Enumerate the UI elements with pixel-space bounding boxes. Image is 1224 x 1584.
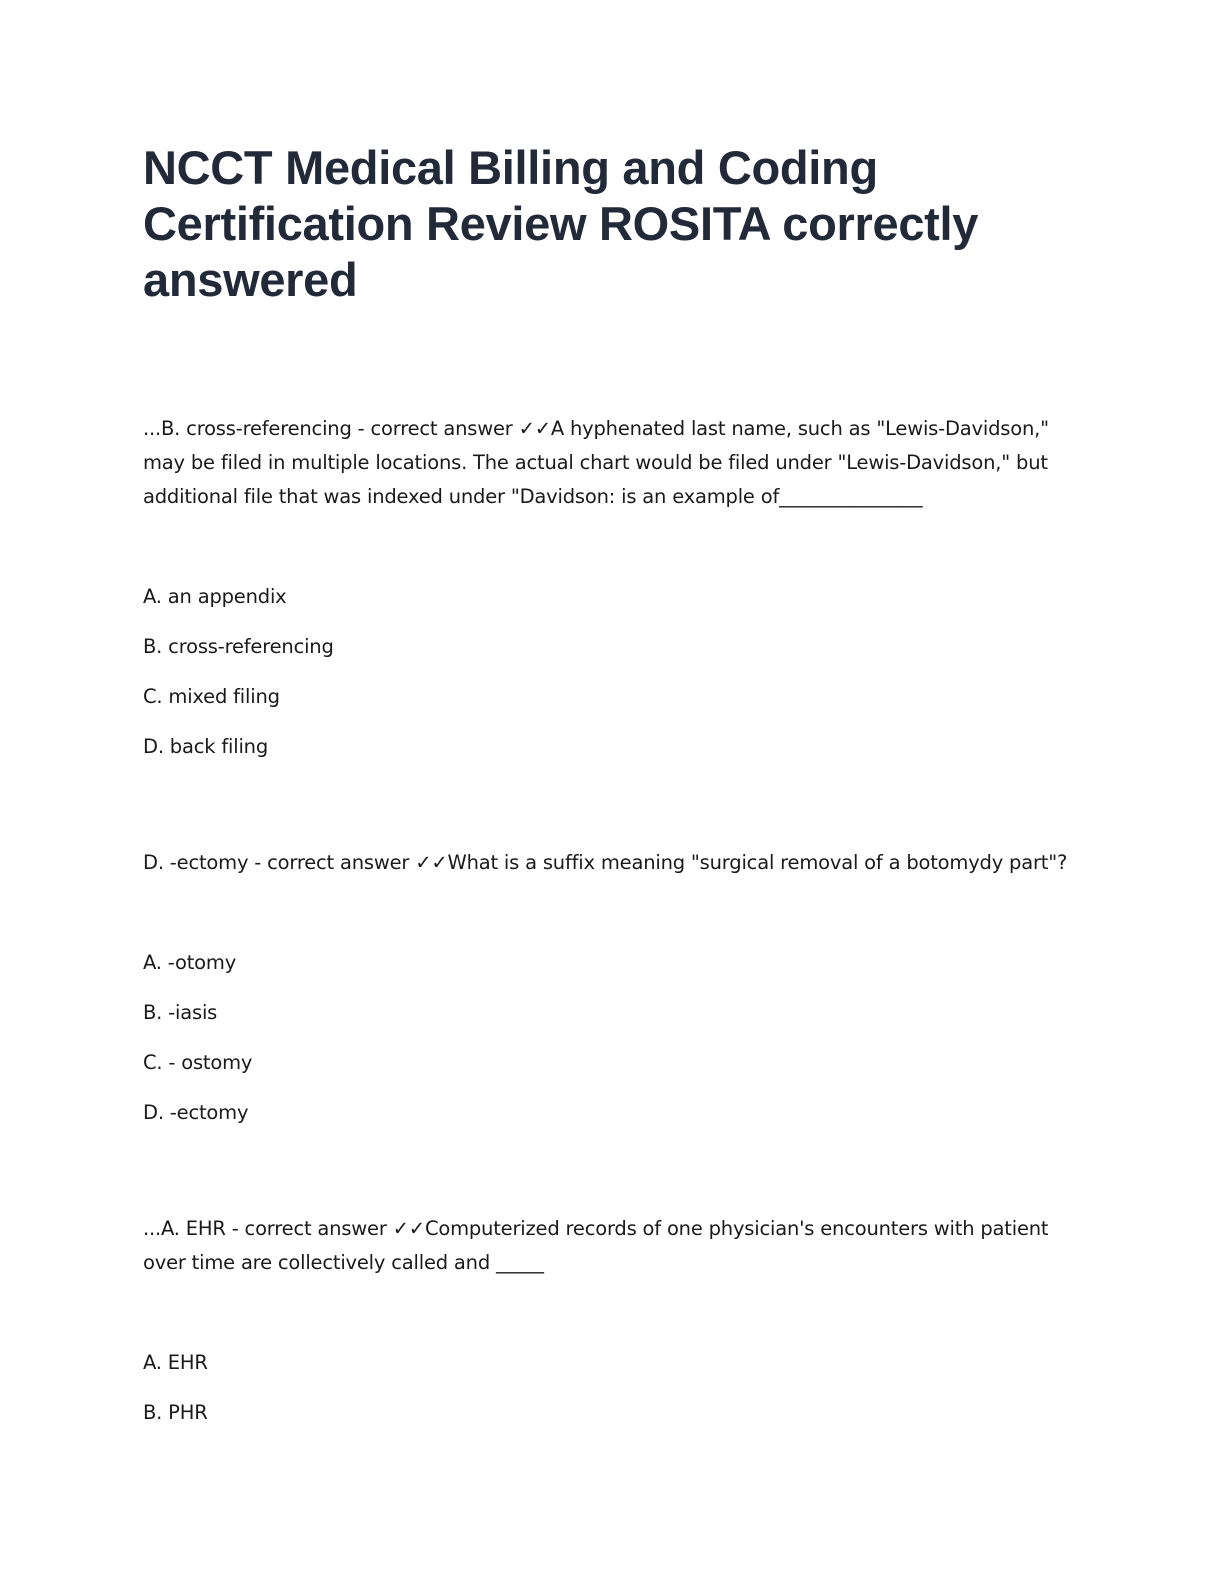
option-item: A. -otomy xyxy=(143,951,237,974)
option-item: B. PHR xyxy=(143,1401,208,1424)
option-item: A. an appendix xyxy=(143,585,287,608)
document-title: NCCT Medical Billing and Coding Certification Review ROSITA correctly answered xyxy=(143,141,979,306)
option-item: D. back filing xyxy=(143,735,269,758)
document-page xyxy=(143,140,1073,1446)
question-3-text: ...A. EHR - correct answer ✓✓Computerized records of one physician's encounters with patient over time are collectively called and _____ xyxy=(143,1217,1049,1274)
question-1-options xyxy=(143,580,1073,780)
option-item: A. EHR xyxy=(143,1351,208,1374)
question-2-options xyxy=(143,946,1073,1146)
option-item: B. cross-referencing xyxy=(143,635,334,658)
option-item: C. mixed filing xyxy=(143,685,280,708)
question-2-text: D. -ectomy - correct answer ✓✓What is a suffix meaning "surgical removal of a botomydy part"? xyxy=(143,851,1068,874)
question-3-options xyxy=(143,1346,1073,1446)
option-item: B. -iasis xyxy=(143,1001,218,1024)
question-1-text: ...B. cross-referencing - correct answer ✓✓A hyphenated last name, such as "Lewis-Davidson," may be filed in multiple locations. The actual chart would be filed under "Lewis-Davidson," but additional file that was indexed under "Davidson: is an example of_______________ xyxy=(143,417,1049,508)
option-item: C. - ostomy xyxy=(143,1051,253,1074)
option-item: D. -ectomy xyxy=(143,1101,249,1124)
